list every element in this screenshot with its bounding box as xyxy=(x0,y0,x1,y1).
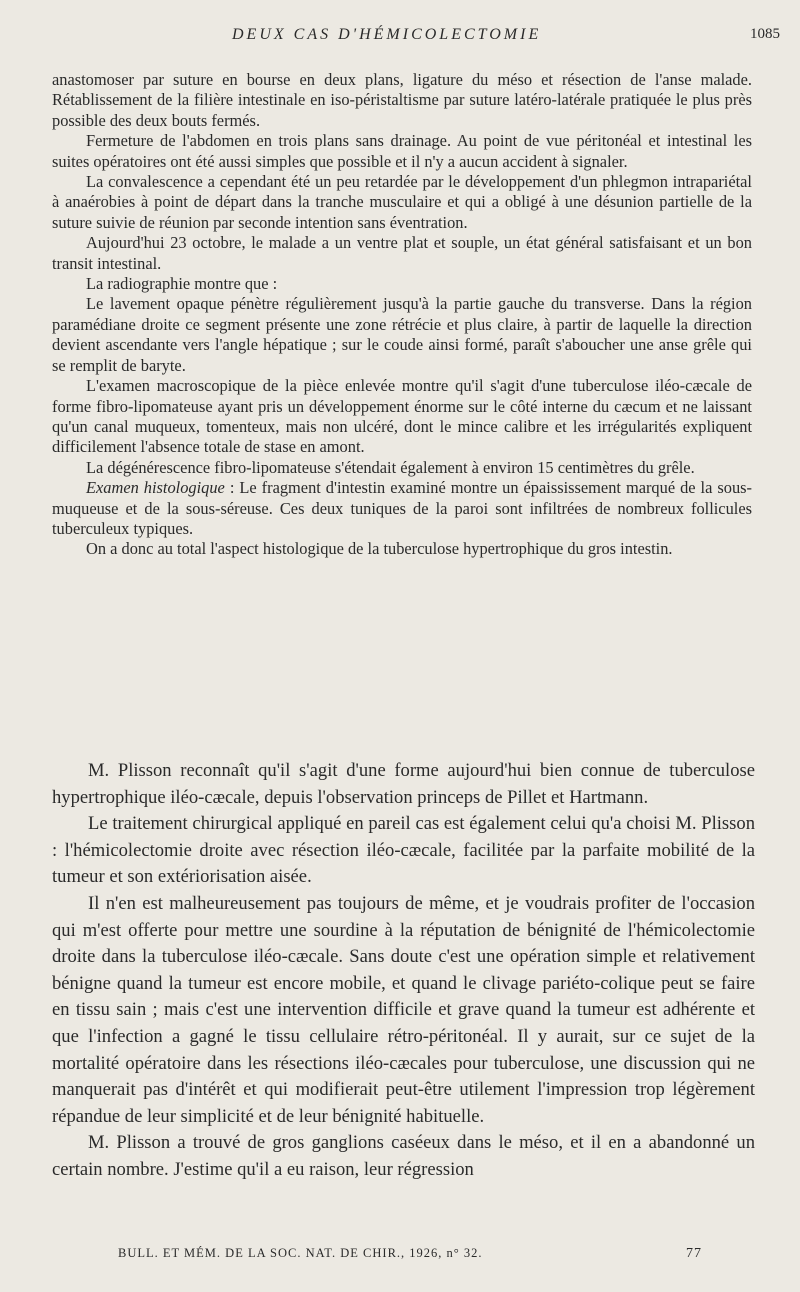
paragraph: Le lavement opaque pénètre régulièrement jusqu'à la partie gauche du transverse. Dans la région paramédiane droite ce segment présente une zone rétrécie et plus claire, à partir de laquelle la direction devient ascendante vers l'angle hépatique ; sur le coude ainsi formé, paraît s'aboucher une anse grêle qui se remplit de baryte. xyxy=(52,294,752,375)
journal-citation: BULL. ET MÉM. DE LA SOC. NAT. DE CHIR., 1926, n° 32. xyxy=(118,1246,483,1260)
paragraph: anastomoser par suture en bourse en deux plans, ligature du méso et résection de l'anse malade. Rétablissement de la filière intestinale en iso-péristaltisme par suture latéro-latérale pratiquée le plus près possible des deux bouts fermés. xyxy=(52,70,752,130)
page-footer xyxy=(52,1246,702,1266)
paragraph: M. Plisson reconnaît qu'il s'agit d'une forme aujourd'hui bien connue de tuberculose hypertrophique iléo-cæcale, depuis l'observation princeps de Pillet et Hartmann. xyxy=(52,760,755,808)
page-header xyxy=(52,26,780,50)
case-report-text xyxy=(52,70,752,560)
paragraph: Le traitement chirurgical appliqué en pareil cas est également celui qu'a choisi M. Plisson : l'hémicolectomie droite avec résection iléo-cæcale, facilitée par la parfaite mobilité de la tumeur et son extériorisation aisée. xyxy=(52,813,755,888)
paragraph: Aujourd'hui 23 octobre, le malade a un ventre plat et souple, un état général satisfaisant et un bon transit intestinal. xyxy=(52,233,752,273)
paragraph: La convalescence a cependant été un peu retardée par le développement d'un phlegmon intrapariétal à anaérobies à point de départ dans la tranche musculaire et qui a obligé à une désunion partielle de la suture suivie de réunion par seconde intention sans éventration. xyxy=(52,172,752,232)
running-title: DEUX CAS D'HÉMICOLECTOMIE xyxy=(232,26,542,43)
paragraph: Fermeture de l'abdomen en trois plans sans drainage. Au point de vue péritonéal et intestinal les suites opératoires ont été aussi simples que possible et il n'y a aucun accident à signaler. xyxy=(52,131,752,171)
discussion-text xyxy=(52,758,755,1184)
paragraph: L'examen macroscopique de la pièce enlevée montre qu'il s'agit d'une tuberculose iléo-cæcale de forme fibro-lipomateuse ayant pris un développement énorme sur le côté interne du cæcum et ne laissant qu'un canal muqueux, tomenteux, mais non ulcéré, dont le mince calibre et les irrégularités expliquent difficilement l'absence totale de stase en amont. xyxy=(52,376,752,457)
paragraph: La radiographie montre que : xyxy=(86,274,278,294)
histology-text: : Le fragment d'intestin examiné montre un épaississement marqué de la sous-muqueuse et de la sous-séreuse. Ces deux tuniques de la paroi sont infiltrées de nombreux follicules tuberculeux typiques. xyxy=(52,478,752,538)
paragraph: La dégénérescence fibro-lipomateuse s'étendait également à environ 15 centimètres du grêle. xyxy=(86,457,695,477)
paragraph: M. Plisson a trouvé de gros ganglions caséeux dans le méso, et il en a abandonné un certain nombre. J'estime qu'il a eu raison, leur régression xyxy=(52,1132,755,1180)
paragraph: Il n'en est malheureusement pas toujours de même, et je voudrais profiter de l'occasion qui m'est offerte pour mettre une sourdine à la réputation de bénignité de l'hémicolectomie droite dans la tuberculose iléo-cæcale. Sans doute c'est une opération simple et relativement bénigne quand la tumeur est encore mobile, et quand le clivage pariéto-colique peut se faire en tissu sain ; mais c'est une intervention difficile et grave quand la tumeur est adhérente et que l'infection a gagné le tissu cellulaire rétro-péritonéal. Il y aurait, sur ce sujet de la mortalité opératoire dans les résections iléo-cæcales pour tuberculose, une discussion qui ne manquerait pas d'intérêt et qui modifierait peut-être utilement l'impression trop légèrement répandue de leur simplicité et de leur bénignité habituelle. xyxy=(52,892,755,1127)
paragraph: On a donc au total l'aspect histologique de la tuberculose hypertrophique du gros intestin. xyxy=(86,539,673,559)
paragraph-histology xyxy=(52,478,752,539)
histology-heading: Examen histologique xyxy=(86,478,225,498)
page-number: 1085 xyxy=(750,26,780,42)
signature-mark: 77 xyxy=(686,1246,702,1261)
